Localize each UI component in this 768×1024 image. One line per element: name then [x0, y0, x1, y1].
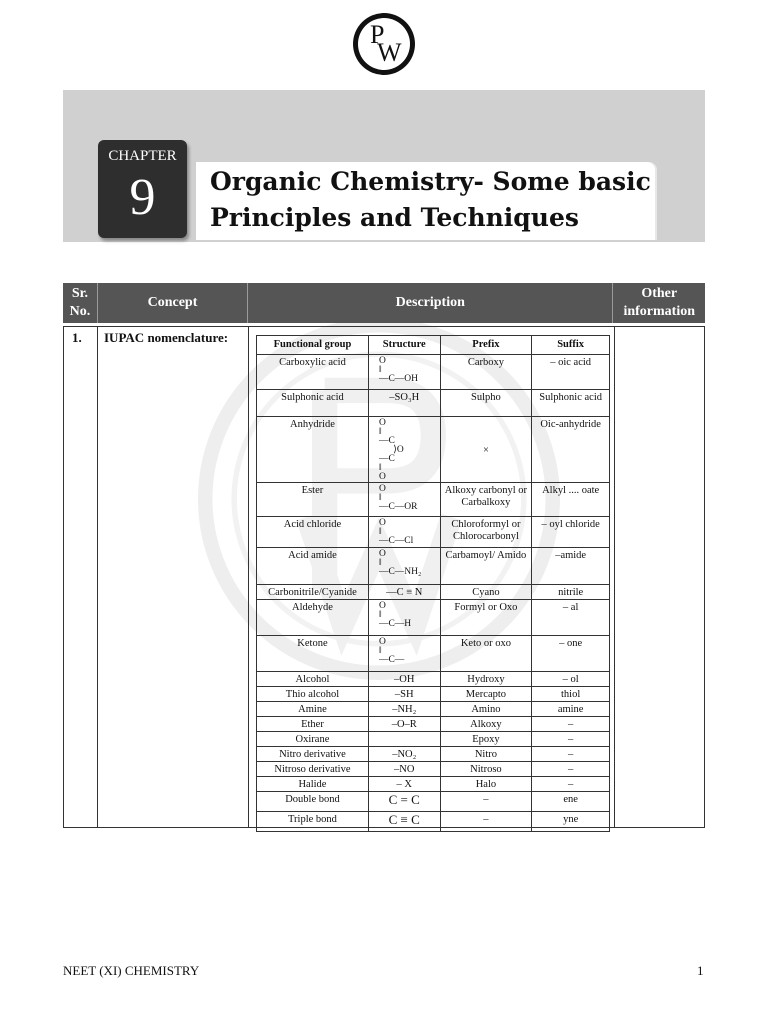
group-name: Amine [257, 702, 369, 717]
group-name: Acid amide [257, 548, 369, 585]
group-name: Sulphonic acid [257, 390, 369, 417]
group-suffix: yne [532, 812, 610, 832]
group-structure: O ‖ —C—OR [368, 483, 440, 517]
group-suffix: – al [532, 600, 610, 636]
group-prefix: Halo [440, 777, 532, 792]
group-structure: O ‖ —C—OH [368, 355, 440, 390]
group-suffix: – oyl chloride [532, 517, 610, 548]
table-row [257, 548, 610, 585]
group-suffix: Oic-anhydride [532, 417, 610, 483]
header-sr-no [63, 283, 98, 323]
col-functional-group: Functional group [257, 336, 369, 355]
group-prefix: – [440, 792, 532, 812]
header-concept-text: Concept [147, 295, 198, 310]
divider [97, 327, 98, 827]
group-structure: –NO [368, 762, 440, 777]
group-suffix: – ol [532, 672, 610, 687]
group-prefix: Carboxy [440, 355, 532, 390]
group-name: Thio alcohol [257, 687, 369, 702]
group-name: Nitro derivative [257, 747, 369, 762]
group-prefix: Chloroformyl or Chlorocarbonyl [440, 517, 532, 548]
table-row [257, 600, 610, 636]
group-suffix: – [532, 747, 610, 762]
group-suffix: –amide [532, 548, 610, 585]
group-suffix: – one [532, 636, 610, 672]
pw-logo [353, 13, 415, 75]
footer-book-title: NEET (XI) CHEMISTRY [63, 963, 200, 978]
table-row [257, 390, 610, 417]
group-prefix: Epoxy [440, 732, 532, 747]
table-row [257, 717, 610, 732]
logo-letter-w: W [377, 38, 402, 67]
table-row [257, 812, 610, 832]
header-other-text: Other information [623, 286, 695, 319]
group-prefix: Hydroxy [440, 672, 532, 687]
header-description-text: Description [395, 295, 465, 310]
chapter-title [210, 164, 660, 236]
group-suffix: – [532, 717, 610, 732]
group-structure: –NO₂ [368, 747, 440, 762]
group-suffix: – [532, 762, 610, 777]
table-row [257, 762, 610, 777]
group-prefix: Nitroso [440, 762, 532, 777]
group-prefix: – [440, 812, 532, 832]
group-name: Aldehyde [257, 600, 369, 636]
group-structure: –SO₃H [368, 390, 440, 417]
group-structure: O ‖ —C—H [368, 600, 440, 636]
table-row [257, 702, 610, 717]
group-suffix: thiol [532, 687, 610, 702]
table-row [257, 777, 610, 792]
group-structure: O ‖ —C—Cl [368, 517, 440, 548]
group-prefix: Formyl or Oxo [440, 600, 532, 636]
table-row [257, 747, 610, 762]
group-structure: O ‖ —C—NH₂ [368, 548, 440, 585]
group-name: Carboxylic acid [257, 355, 369, 390]
group-prefix: Cyano [440, 585, 532, 600]
group-structure: –O–R [368, 717, 440, 732]
group-name: Ether [257, 717, 369, 732]
group-prefix: Amino [440, 702, 532, 717]
group-structure: –SH [368, 687, 440, 702]
header-concept [98, 283, 248, 323]
group-structure: —C ≡ N [368, 585, 440, 600]
group-prefix: Nitro [440, 747, 532, 762]
group-prefix: Keto or oxo [440, 636, 532, 672]
title-line-1: Organic Chemistry- Some basic [210, 167, 651, 196]
header-sr-no-text: Sr. No. [69, 286, 91, 319]
group-structure: O ‖ —C— [368, 636, 440, 672]
group-suffix: Sulphonic acid [532, 390, 610, 417]
functional-group-header-row [257, 336, 610, 355]
col-prefix: Prefix [440, 336, 532, 355]
group-structure: C ≡ C [368, 812, 440, 832]
group-structure: C = C [368, 792, 440, 812]
title-line-2: Principles and Techniques [210, 203, 579, 232]
col-suffix: Suffix [532, 336, 610, 355]
table-row [257, 483, 610, 517]
group-name: Alcohol [257, 672, 369, 687]
chapter-badge [98, 140, 187, 238]
table-row [257, 687, 610, 702]
table-row [257, 585, 610, 600]
group-structure: O ‖ —C ⟩O —C ‖ O [368, 417, 440, 483]
functional-group-rows [257, 355, 610, 832]
group-prefix: Alkoxy carbonyl or Carbalkoxy [440, 483, 532, 517]
table-row [257, 517, 610, 548]
group-suffix: nitrile [532, 585, 610, 600]
divider [614, 327, 615, 827]
functional-group-table [256, 335, 610, 832]
table-row [257, 792, 610, 812]
concept-table [63, 283, 705, 827]
header-other-information [613, 283, 705, 323]
table-row [257, 732, 610, 747]
chapter-label: CHAPTER [108, 148, 177, 164]
chapter-number: 9 [129, 169, 156, 226]
group-prefix: Sulpho [440, 390, 532, 417]
concept-table-header [63, 283, 705, 323]
group-suffix: ene [532, 792, 610, 812]
logo-letter-p: P [370, 20, 385, 49]
table-row [257, 417, 610, 483]
table-row [257, 355, 610, 390]
group-name: Acid chloride [257, 517, 369, 548]
divider [248, 327, 249, 827]
group-prefix: × [440, 417, 532, 483]
table-row [257, 672, 610, 687]
group-prefix: Alkoxy [440, 717, 532, 732]
group-name: Triple bond [257, 812, 369, 832]
group-suffix: amine [532, 702, 610, 717]
header-description [248, 283, 613, 323]
group-structure [368, 732, 440, 747]
group-name: Anhydride [257, 417, 369, 483]
group-name: Double bond [257, 792, 369, 812]
group-name: Nitroso derivative [257, 762, 369, 777]
row-concept: IUPAC nomenclature: [104, 330, 229, 345]
col-structure: Structure [368, 336, 440, 355]
group-suffix: – [532, 732, 610, 747]
concept-row [63, 326, 705, 828]
group-name: Ester [257, 483, 369, 517]
group-suffix: Alkyl .... oate [532, 483, 610, 517]
group-structure: –NH₂ [368, 702, 440, 717]
footer-page-number: 1 [697, 963, 704, 978]
group-name: Ketone [257, 636, 369, 672]
group-prefix: Mercapto [440, 687, 532, 702]
group-name: Halide [257, 777, 369, 792]
group-structure: – X [368, 777, 440, 792]
group-suffix: – [532, 777, 610, 792]
row-sr-no: 1. [72, 330, 82, 345]
group-suffix: – oic acid [532, 355, 610, 390]
group-name: Carbonitrile/Cyanide [257, 585, 369, 600]
table-row [257, 636, 610, 672]
group-name: Oxirane [257, 732, 369, 747]
group-prefix: Carbamoyl/ Amido [440, 548, 532, 585]
group-structure: –OH [368, 672, 440, 687]
